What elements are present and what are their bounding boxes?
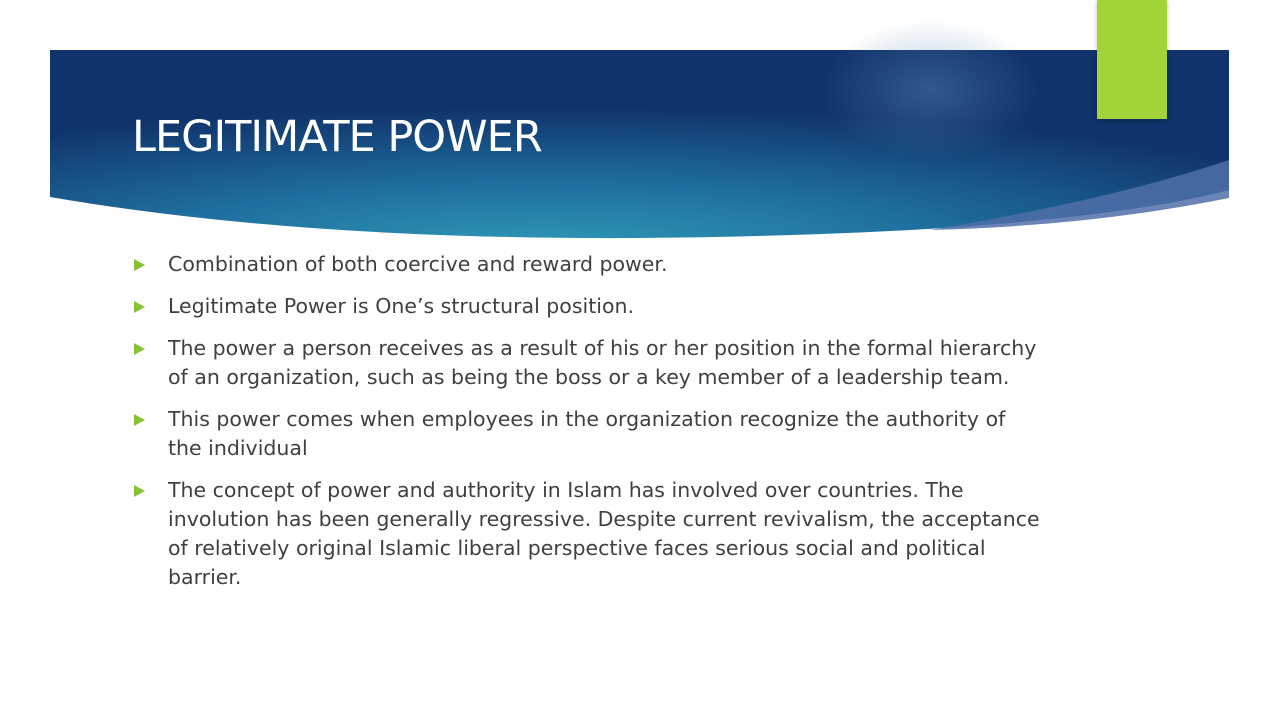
- triangle-arrow-icon: [134, 485, 145, 497]
- bullet-item: [132, 334, 1042, 392]
- bullet-item: [132, 476, 1042, 592]
- triangle-arrow-icon: [134, 414, 145, 426]
- bullet-text: Legitimate Power is One’s structural position.: [168, 294, 635, 318]
- triangle-arrow-icon: [134, 301, 145, 313]
- bullet-text: The power a person receives as a result of his or her position in the formal hierarchy of an organization, such as being the boss or a key member of a leadership team.: [168, 336, 1037, 389]
- triangle-arrow-icon: [134, 343, 145, 355]
- accent-tab: [1097, 0, 1167, 119]
- bullet-text: The concept of power and authority in Islam has involved over countries. The involution has been generally regressive. Despite current revivalism, the acceptance of relatively original Islamic liberal perspective faces serious social and political barrier.: [168, 478, 1040, 589]
- bullet-text: Combination of both coercive and reward power.: [168, 252, 668, 276]
- bullet-text: This power comes when employees in the organization recognize the authority of the individual: [168, 407, 1006, 460]
- bullet-item: [132, 405, 1042, 463]
- bullet-item: [132, 292, 1042, 321]
- bullet-item: [132, 250, 1042, 279]
- bullet-list: [132, 250, 1042, 605]
- slide-title: LEGITIMATE POWER: [132, 112, 542, 162]
- triangle-arrow-icon: [134, 259, 145, 271]
- banner-glow: [820, 20, 1040, 160]
